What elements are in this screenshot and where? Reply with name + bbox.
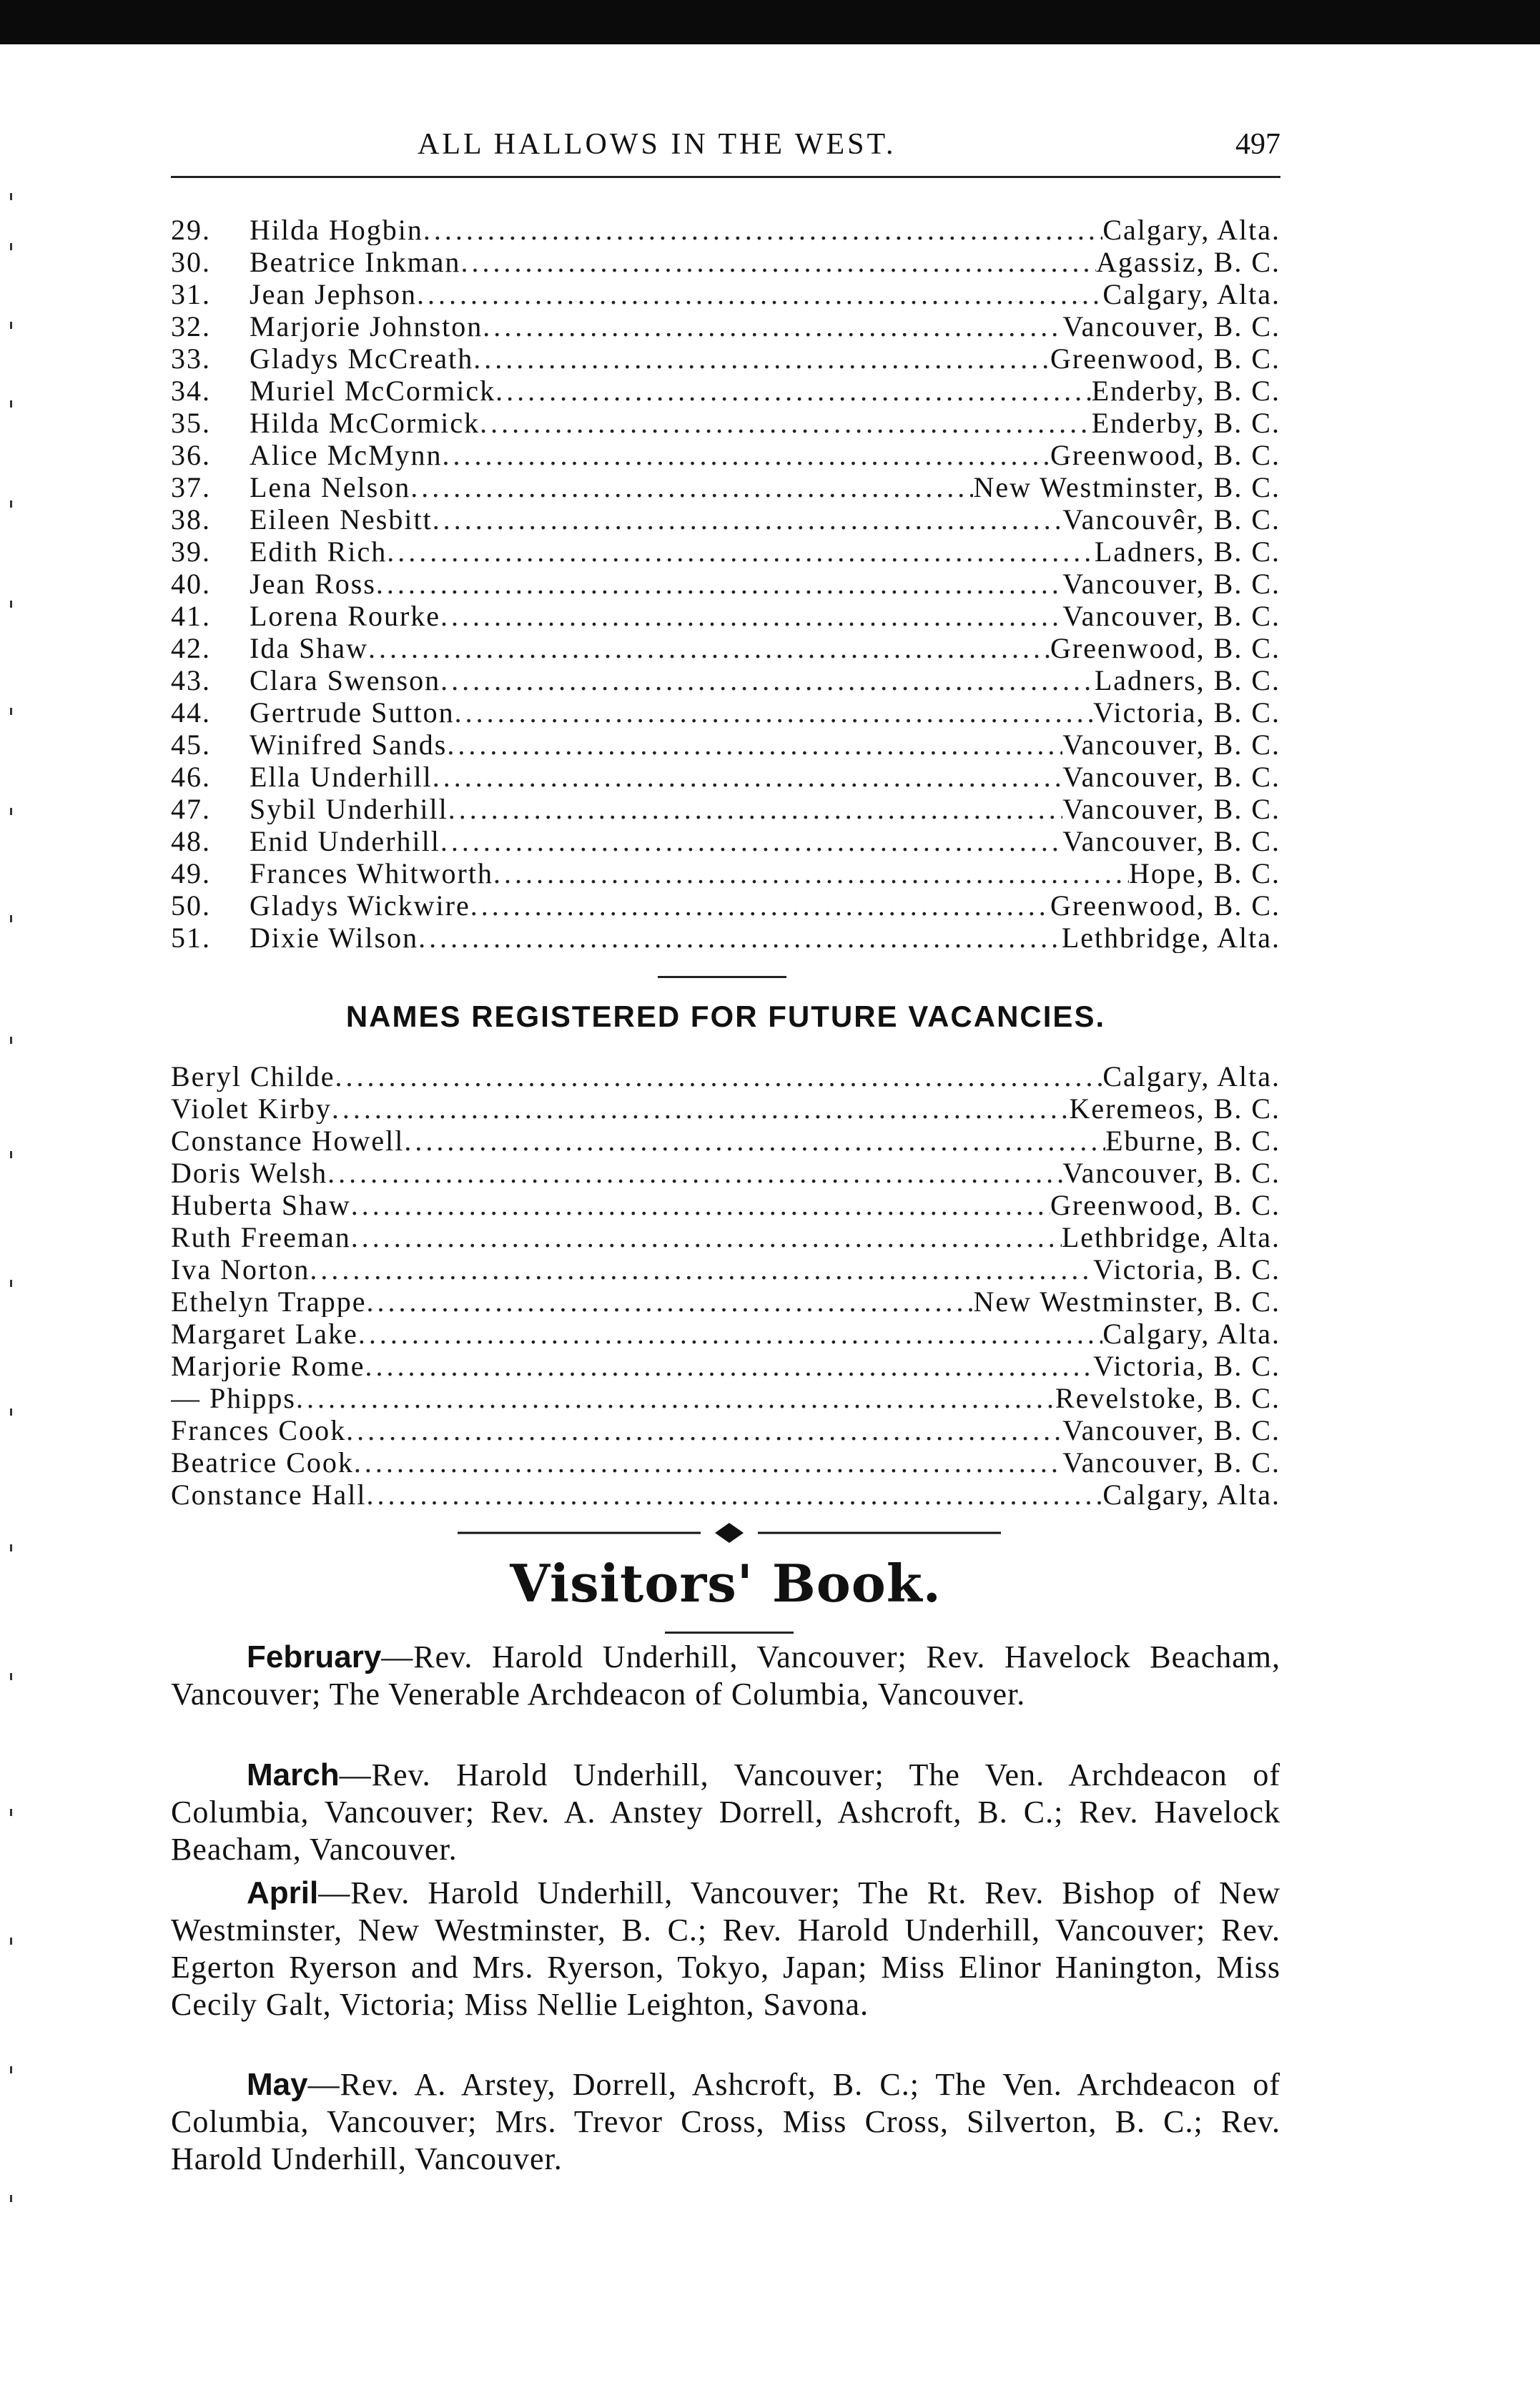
entry-name: — Phipps [171, 1382, 296, 1413]
leader-dots [480, 406, 1092, 438]
leader-dots [495, 374, 1092, 406]
entry-name: Ida Shaw [250, 632, 368, 663]
leader-dots [440, 824, 1062, 857]
leader-dots [493, 857, 1129, 889]
entry-name: Huberta Shaw [171, 1189, 351, 1220]
leader-dots [367, 1285, 974, 1317]
list-item [171, 1060, 1280, 1092]
entry-name: Constance Hall [171, 1479, 367, 1510]
entry-number: 35. [171, 407, 211, 438]
entry-location: Lethbridge, Alta. [1061, 922, 1280, 953]
future-vacancies-list [171, 1060, 1280, 1510]
visitor-names: —Rev. Harold Underhill, Vancouver; Rev. Havelock Beacham, Vancouver; The Venerable Archdeacon of Columbia, Vancouver. [171, 1639, 1280, 1712]
entry-name: Ethelyn Trappe [171, 1286, 367, 1317]
entry-name: Jean Ross [250, 568, 376, 599]
page-number: 497 [1235, 128, 1280, 161]
entry-number: 33. [171, 342, 211, 374]
list-item [171, 438, 1280, 470]
entry-location: Greenwood, B. C. [1050, 439, 1280, 470]
leader-dots [447, 728, 1062, 760]
entry-location: Vancouver, B. C. [1062, 1446, 1280, 1478]
list-item [171, 1317, 1280, 1349]
leader-dots [418, 921, 1062, 953]
leader-dots [440, 599, 1062, 631]
leader-dots [483, 310, 1062, 342]
entry-name: Jean Jephson [250, 278, 417, 310]
list-item [171, 1285, 1280, 1317]
leader-dots [335, 1060, 1103, 1092]
leader-dots [470, 889, 1050, 921]
list-item [171, 631, 1280, 663]
month-label: May [247, 2067, 308, 2102]
month-label: April [247, 1875, 319, 1910]
leader-dots [327, 1156, 1062, 1188]
entry-location: Calgary, Alta. [1102, 1060, 1280, 1092]
entry-name: Marjorie Johnston [250, 310, 483, 342]
list-item [171, 1188, 1280, 1220]
entry-name: Hilda Hogbin [250, 214, 423, 245]
list-item [171, 728, 1280, 760]
list-item [171, 760, 1280, 792]
list-item [171, 213, 1280, 245]
entry-name: Gertrude Sutton [250, 696, 455, 728]
section-divider [658, 976, 786, 978]
list-item [171, 599, 1280, 631]
entry-number: 41. [171, 600, 211, 631]
leader-dots [440, 663, 1095, 696]
entry-location: Lethbridge, Alta. [1061, 1221, 1280, 1253]
entry-location: Vancouver, B. C. [1062, 1157, 1280, 1188]
visitor-names: —Rev. A. Arstey, Dorrell, Ashcroft, B. C.; The Ven. Archdeacon of Columbia, Vancouver; Mrs. Trevor Cross, Miss Cross, Silverton, B. C.; Rev. Harold Underhill, Vancouver. [171, 2067, 1280, 2176]
list-item [171, 342, 1280, 374]
entry-number: 40. [171, 568, 211, 599]
margin-scan-specks [7, 164, 16, 2309]
entry-name: Frances Whitworth [250, 857, 493, 889]
list-item [171, 1381, 1280, 1413]
entry-location: Eburne, B. C. [1105, 1125, 1280, 1156]
pupil-list [171, 213, 1280, 953]
list-item [171, 310, 1280, 342]
entry-location: Agassiz, B. C. [1096, 246, 1280, 277]
list-item [171, 824, 1280, 857]
entry-number: 29. [171, 214, 211, 245]
entry-location: Calgary, Alta. [1102, 1318, 1280, 1349]
top-scan-border [0, 0, 1540, 44]
running-head [171, 122, 1280, 167]
list-item [171, 1092, 1280, 1124]
list-item [171, 1253, 1280, 1285]
list-item [171, 1446, 1280, 1478]
entry-name: Gladys McCreath [250, 342, 474, 374]
entry-number: 48. [171, 825, 211, 857]
entry-location: Calgary, Alta. [1102, 214, 1280, 245]
list-item [171, 245, 1280, 277]
list-item [171, 792, 1280, 824]
leader-dots [410, 470, 973, 503]
entry-name: Iva Norton [171, 1253, 310, 1285]
leader-dots [376, 567, 1062, 599]
entry-location: Victoria, B. C. [1092, 696, 1280, 728]
leader-dots [358, 1317, 1103, 1349]
visitor-entry-march [171, 1757, 1280, 1868]
entry-location: Greenwood, B. C. [1050, 632, 1280, 663]
list-item [171, 470, 1280, 503]
entry-location: Vancouver, B. C. [1062, 600, 1280, 631]
leader-dots [455, 696, 1093, 728]
entry-location: New Westminster, B. C. [973, 471, 1280, 503]
entry-number: 39. [171, 536, 211, 567]
leader-dots [368, 631, 1050, 663]
entry-name: Lena Nelson [250, 471, 411, 503]
entry-name: Dixie Wilson [250, 922, 419, 953]
visitor-entry-may [171, 2066, 1280, 2178]
list-item [171, 1220, 1280, 1253]
leader-dots [354, 1446, 1062, 1478]
entry-location: Vancouver, B. C. [1062, 1414, 1280, 1446]
entry-location: Revelstoke, B. C. [1055, 1382, 1280, 1413]
month-label: March [247, 1757, 340, 1792]
entry-name: Enid Underhill [250, 825, 440, 857]
entry-number: 46. [171, 761, 211, 792]
list-item [171, 921, 1280, 953]
visitors-title-rule [665, 1632, 794, 1634]
entry-location: Vancouver, B. C. [1062, 729, 1280, 760]
list-item [171, 374, 1280, 406]
entry-number: 42. [171, 632, 211, 663]
leader-dots [332, 1092, 1070, 1124]
visitors-book-title: Visitors' Book. [510, 1553, 942, 1614]
list-item [171, 889, 1280, 921]
entry-name: Lorena Rourke [250, 600, 441, 631]
entry-location: Calgary, Alta. [1102, 278, 1280, 310]
entry-name: Edith Rich [250, 536, 388, 567]
entry-location: Greenwood, B. C. [1050, 342, 1280, 374]
entry-number: 51. [171, 922, 211, 953]
entry-location: Vancouver, B. C. [1062, 793, 1280, 824]
list-item [171, 535, 1280, 567]
list-item [171, 567, 1280, 599]
leader-dots [346, 1413, 1062, 1446]
entry-number: 47. [171, 793, 211, 824]
leader-dots [365, 1349, 1093, 1381]
list-item [171, 857, 1280, 889]
entry-number: 36. [171, 439, 211, 470]
list-item [171, 1413, 1280, 1446]
entry-name: Eileen Nesbitt [250, 503, 433, 535]
entry-name: Frances Cook [171, 1414, 347, 1446]
running-title: ALL HALLOWS IN THE WEST. [418, 128, 897, 161]
entry-location: Calgary, Alta. [1102, 1479, 1280, 1510]
entry-name: Winifred Sands [250, 729, 448, 760]
leader-dots [423, 213, 1102, 245]
entry-location: Victoria, B. C. [1092, 1253, 1280, 1285]
list-item [171, 277, 1280, 310]
entry-location: Vancouvêr, B. C. [1062, 503, 1280, 535]
visitor-entry-april [171, 1875, 1280, 2023]
leader-dots [460, 245, 1096, 277]
list-item [171, 503, 1280, 535]
leader-dots [387, 535, 1095, 567]
entry-name: Beatrice Cook [171, 1446, 354, 1478]
future-vacancies-heading: NAMES REGISTERED FOR FUTURE VACANCIES. [345, 1000, 1106, 1033]
entry-location: Victoria, B. C. [1092, 1350, 1280, 1381]
leader-dots [367, 1478, 1103, 1510]
list-item [171, 406, 1280, 438]
entry-location: Keremeos, B. C. [1069, 1092, 1280, 1124]
entry-location: Vancouver, B. C. [1062, 825, 1280, 857]
entry-location: Greenwood, B. C. [1050, 1189, 1280, 1220]
entry-number: 37. [171, 471, 211, 503]
header-rule [171, 176, 1280, 178]
entry-number: 50. [171, 889, 211, 921]
entry-number: 45. [171, 729, 211, 760]
list-item [171, 1478, 1280, 1510]
entry-name: Ella Underhill [250, 761, 433, 792]
entry-name: Doris Welsh [171, 1157, 328, 1188]
entry-name: Hilda McCormick [250, 407, 480, 438]
entry-name: Muriel McCormick [250, 375, 496, 406]
list-item [171, 663, 1280, 696]
entry-number: 43. [171, 664, 211, 696]
entry-name: Beryl Childe [171, 1060, 335, 1092]
entry-number: 30. [171, 246, 211, 277]
entry-number: 31. [171, 278, 211, 310]
entry-number: 38. [171, 503, 211, 535]
list-item [171, 1349, 1280, 1381]
visitor-names: —Rev. Harold Underhill, Vancouver; The Ven. Archdeacon of Columbia, Vancouver; Rev. A. Anstey Dorrell, Ashcroft, B. C.; Rev. Havelock Beacham, Vancouver. [171, 1757, 1280, 1867]
leader-dots [417, 277, 1102, 310]
list-item [171, 696, 1280, 728]
entry-name: Marjorie Rome [171, 1350, 365, 1381]
leader-dots [351, 1188, 1050, 1220]
entry-location: Enderby, B. C. [1091, 375, 1280, 406]
leader-dots [448, 792, 1062, 824]
entry-name: Gladys Wickwire [250, 889, 470, 921]
entry-name: Ruth Freeman [171, 1221, 351, 1253]
leader-dots [433, 503, 1062, 535]
entry-location: Enderby, B. C. [1091, 407, 1280, 438]
entry-location: Vancouver, B. C. [1062, 568, 1280, 599]
list-item [171, 1156, 1280, 1188]
entry-number: 44. [171, 696, 211, 728]
entry-name: Violet Kirby [171, 1092, 332, 1124]
visitor-entry-february [171, 1639, 1280, 1713]
entry-name: Alice McMynn [250, 439, 443, 470]
entry-location: Hope, B. C. [1129, 857, 1280, 889]
entry-name: Sybil Underhill [250, 793, 448, 824]
entry-location: Ladners, B. C. [1094, 664, 1280, 696]
leader-dots [433, 760, 1062, 792]
entry-location: Greenwood, B. C. [1050, 889, 1280, 921]
entry-location: Vancouver, B. C. [1062, 761, 1280, 792]
month-label: February [247, 1639, 382, 1674]
leader-dots [473, 342, 1050, 374]
entry-location: Vancouver, B. C. [1062, 310, 1280, 342]
entry-number: 34. [171, 375, 211, 406]
leader-dots [351, 1220, 1062, 1253]
entry-name: Margaret Lake [171, 1318, 358, 1349]
leader-dots [296, 1381, 1055, 1413]
entry-location: New Westminster, B. C. [973, 1286, 1280, 1317]
visitor-names: —Rev. Harold Underhill, Vancouver; The Rt. Rev. Bishop of New Westminster, New Westminster, B. C.; Rev. Harold Underhill, Vancouver; Rev. Egerton Ryerson and Mrs. Ryerson, Tokyo, Japan; Miss Elinor Hanington, Miss Cecily Galt, Victoria; Miss Nellie Leighton, Savona. [171, 1875, 1280, 2022]
leader-dots [310, 1253, 1093, 1285]
entry-number: 32. [171, 310, 211, 342]
leader-dots [443, 438, 1051, 470]
leader-dots [404, 1124, 1105, 1156]
entry-number: 49. [171, 857, 211, 889]
entry-name: Clara Swenson [250, 664, 441, 696]
list-item [171, 1124, 1280, 1156]
entry-name: Beatrice Inkman [250, 246, 461, 277]
entry-location: Ladners, B. C. [1094, 536, 1280, 567]
diamond-ornament [458, 1519, 1001, 1547]
entry-name: Constance Howell [171, 1125, 405, 1156]
